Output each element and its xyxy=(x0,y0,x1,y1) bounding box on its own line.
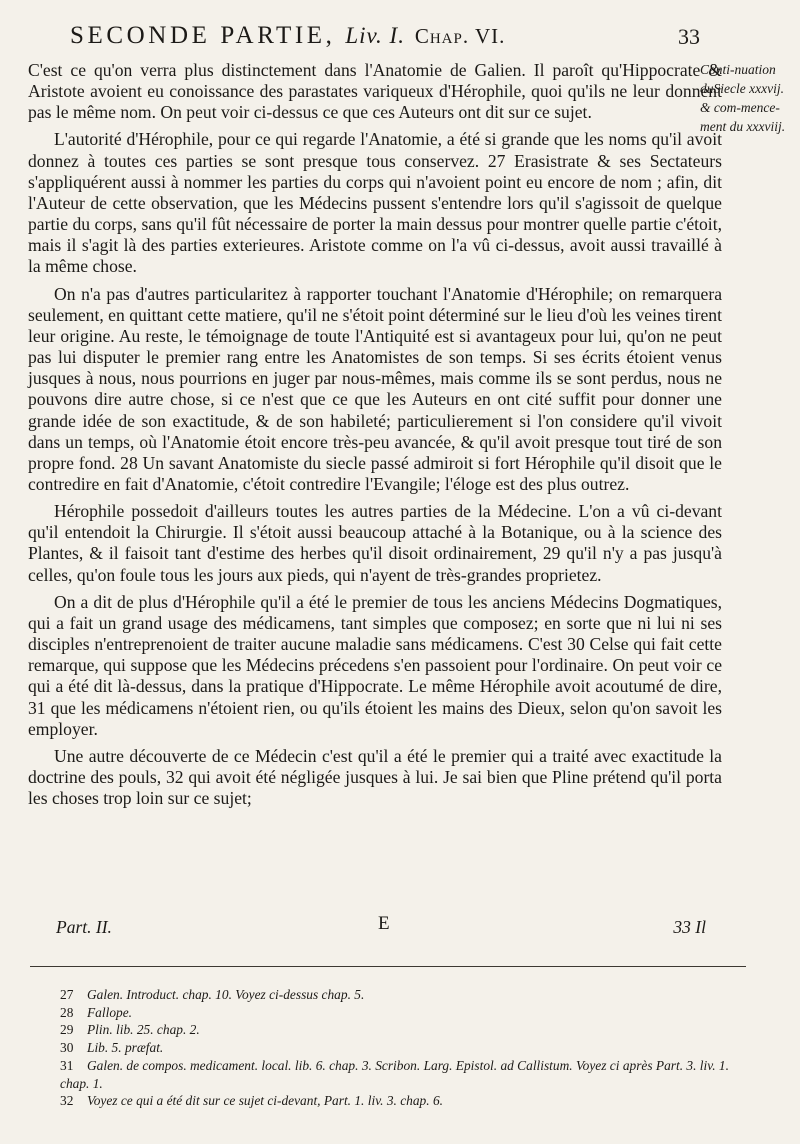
footnote-rule xyxy=(30,966,746,967)
signature-line xyxy=(56,913,706,941)
margin-note: Conti-nuation duSiecle xxxvij. & com-mence-ment du xxxviij. xyxy=(700,62,786,134)
running-title xyxy=(70,22,505,50)
paragraph: Une autre découverte de ce Médecin c'est qu'il a été le premier qui a traité avec exactitude la doctrine des pouls, 32 qui avoit été négligée jusques à lui. Je sai bien que Pline prétend qu'il porta les choses trop loin sur ce sujet; xyxy=(28,745,722,809)
footnote-number: 32 xyxy=(60,1093,74,1109)
header-chap: Chap. VI. xyxy=(414,24,506,48)
footnote-number: 28 xyxy=(60,1004,74,1020)
footnote xyxy=(60,1021,740,1039)
paragraph: On n'a pas d'autres particularitez à rapporter touchant l'Anatomie d'Hérophile; on remarquera seulement, en quittant cette matiere, qu'il ne s'étoit point déterminé sur le lieu d'où les veines tirent leur origine. Au reste, le témoignage de toute l'Antiquité est si avantageux pour lui, qu'on ne peut pas lui disputer le premier rang entre les Anatomistes de son temps. Si ses écrits étoient venus jusques à nous, nous pourrions en juger par nous-mêmes, mais comme ils se sont perdus, nous ne pouvons dire autre chose, si ce n'est que ce que les Auteurs en ont cité suffit pour donner une grande idée de son exactitude, & de son habileté; particulierement si l'on considere qu'il vivoit dans un temps, où l'Anatomie étoit encore très-peu avancée, & qu'il avoit presque tout tiré de son propre fond. 28 Un savant Anatomiste du siecle passé admiroit si fort Hérophile qu'il disoit que le contredire en fait d'Anatomie, c'étoit contredire l'Evangile; l'éloge est des plus outrez. xyxy=(28,283,722,494)
header-liv: Liv. I. xyxy=(345,23,405,48)
signature-part: Part. II. xyxy=(56,917,112,937)
paragraph: C'est ce qu'on verra plus distinctement dans l'Anatomie de Galien. Il paroît qu'Hippocrate & Aristote avoient eu conoissance des parastates variqueux d'Hérophile, quoi qu'ils ne leur donnent pas le même nom. On peut voir ci-dessus ce que ces Auteurs ont dit sur ce sujet. xyxy=(28,60,722,123)
footnote-number: 27 xyxy=(60,987,74,1002)
signature-mark: E xyxy=(378,913,390,934)
paragraph: On a dit de plus d'Hérophile qu'il a été le premier de tous les anciens Médecins Dogmatiques, qui a fait un grand usage des médicamens, tant simples que composez; en sorte que ni lui ni ses disciples n'entreprenoient de traiter aucune maladie sans médicamens. C'est 30 Celse qui fait cette remarque, qui suppose que les Médecins précedens s'en passoient pour l'ordinaire. On peut voir ce qui a été dit là-dessus, dans la pratique d'Hippocrate. Le même Hérophile avoit acoutumé de dire, 31 que les médicamens n'étoient rien, ou qu'ils étoient les mains des Dieux, selon qu'on savoit les employer. xyxy=(28,591,722,739)
page-number: 33 xyxy=(678,24,700,49)
footnote-number: 30 xyxy=(60,1040,74,1056)
paragraph: Hérophile possedoit d'ailleurs toutes les autres parties de la Médecine. L'on a vû ci-devant qu'il entendoit la Chirurgie. Il s'étoit aussi beaucoup attaché à la Botanique, ou à la science des Plantes, & il faisoit tant d'estime des herbes qu'il disoit ordinairement, 29 qu'il n'y a pas jusqu'à celles, qu'on foule tous les jours aux pieds, qui n'ayent de très-grandes proprietez. xyxy=(28,501,722,585)
footnote-text: Fallope. xyxy=(87,1004,132,1020)
header-title: SECONDE PARTIE, xyxy=(70,22,336,49)
footnote xyxy=(60,1004,740,1022)
running-header xyxy=(70,22,700,52)
footnote-text: Voyez ce qui a été dit sur ce sujet ci-devant, Part. 1. liv. 3. chap. 6. xyxy=(87,1093,443,1109)
footnote xyxy=(60,1092,740,1110)
footnote xyxy=(60,1039,740,1057)
footnote-text: Lib. 5. præfat. xyxy=(87,1040,164,1056)
footnote-number: 29 xyxy=(60,1022,74,1038)
catchword: 33 Il xyxy=(673,917,706,937)
body-text xyxy=(28,60,722,815)
footnote-number: 31 xyxy=(60,1057,74,1073)
footnote xyxy=(60,1057,740,1092)
footnote xyxy=(60,986,740,1004)
footnotes xyxy=(60,986,740,1110)
footnote-text: Galen. de compos. medicament. local. lib. 6. chap. 3. Scribon. Larg. Epistol. ad Callistum. Voyez ci après Part. 3. liv. 1. chap. 1. xyxy=(60,1057,729,1091)
footnote-text: Galen. Introduct. chap. 10. Voyez ci-dessus chap. 5. xyxy=(87,987,365,1002)
footnote-text: Plin. lib. 25. chap. 2. xyxy=(87,1022,200,1038)
paragraph: L'autorité d'Hérophile, pour ce qui regarde l'Anatomie, a été si grande que les noms qu'il avoit donnez à toutes ces parties se sont presque tous conservez. 27 Erasistrate & ses Sectateurs s'appliquérent aussi à nommer les parties du corps qui n'avoient point eu encore de nom ; afin, dit l'Auteur de cette observation, que les Médecins pussent s'entendre lors qu'il s'agissoit de quelque partie du corps, sans qu'il fût nécessaire de porter la main dessus pour montrer quelle partie c'étoit, mais il s'agit là des parties exterieures. Aristote comme on l'a vû ci-dessus, avoit aussi travaillé à la même chose. xyxy=(28,129,722,277)
